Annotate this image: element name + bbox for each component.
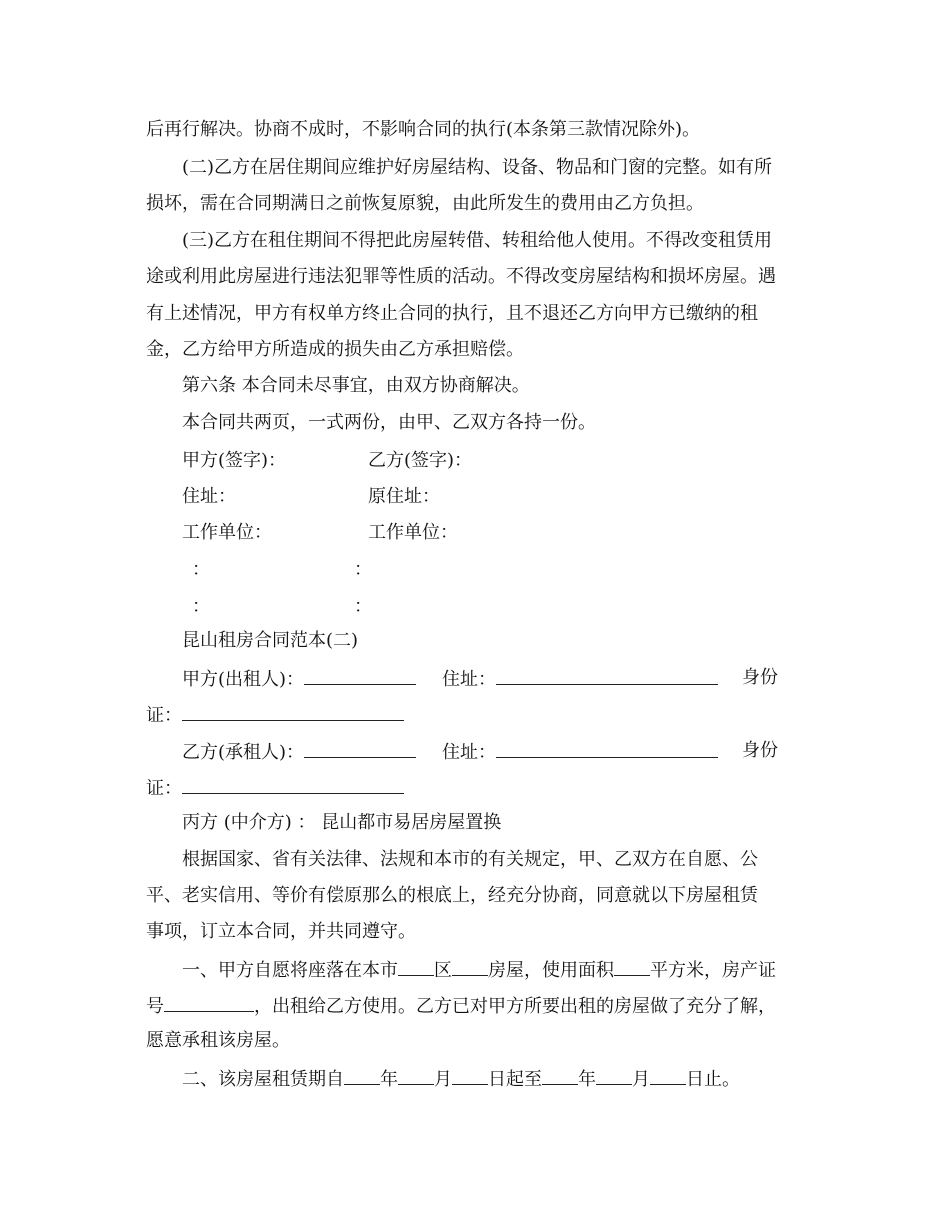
party-a-address [442,666,718,692]
paragraph-line: 有上述情况，甲方有权单方终止合同的执行，且不退还乙方向甲方已缴纳的租 [146,303,758,324]
section-title: 昆山租房合同范本(二) [182,630,359,651]
id-label: 证： [146,705,182,726]
clause-one-line [182,957,776,983]
paragraph-line: 途或利用此房屋进行违法犯罪等性质的活动。不得改变房屋结构和损坏房屋。遇 [146,266,776,287]
party-a-id-line [146,702,404,728]
certificate-number-blank [164,993,254,1012]
house-blank [452,957,488,976]
party-b-address [442,739,718,765]
party-b-line [182,739,416,765]
party-b-id-line [146,775,404,801]
clause-text: 房屋，使用面积 [488,960,614,981]
clause-text: 月 [434,1069,452,1090]
clause-text: 日止。 [686,1069,740,1090]
clause-text: 一、甲方自愿将座落在本市 [182,960,398,981]
party-a-workplace-label: 工作单位： [182,522,272,543]
party-b-signature-label: 乙方(签字)： [368,450,473,471]
paragraph-line: 事项，订立本合同，并共同遵守。 [146,921,416,942]
paragraph-line: 根据国家、省有关法律、法规和本市的有关规定，甲、乙双方在自愿、公 [182,849,758,870]
end-day-blank [650,1066,686,1085]
party-b-label: 乙方(承租人)： [182,742,305,763]
clause-one-line [146,993,776,1019]
address-label: 住址： [442,669,496,690]
end-month-blank [596,1066,632,1085]
party-a-name-blank [304,666,416,685]
clause-text: 号 [146,996,164,1017]
id-label: 身份 [742,740,778,761]
party-a-label: 甲方(出租人)： [182,669,305,690]
party-b-workplace-label: 工作单位： [368,522,458,543]
blank-label: ： [192,559,210,580]
party-b-address-label: 原住址： [368,486,440,507]
end-year-blank [542,1066,578,1085]
clause-text: ，出租给乙方使用。乙方已对甲方所要出租的房屋做了充分了解， [254,996,776,1017]
blank-label: ： [354,596,372,617]
address-blank [496,666,718,685]
party-a-line [182,666,416,692]
id-label: 身份 [742,667,778,688]
address-label: 住址： [442,742,496,763]
paragraph-line: 平、老实信用、等价有偿原那么的根底上，经充分协商，同意就以下房屋租赁 [146,885,758,906]
party-b-name-blank [304,739,416,758]
paragraph-line: 后再行解决。协商不成时，不影响合同的执行(本条第三款情况除外)。 [146,119,701,140]
blank-label: ： [192,596,210,617]
paragraph-line: (二)乙方在居住期间应维护好房屋结构、设备、物品和门窗的完整。如有所 [182,157,773,178]
district-blank [398,957,434,976]
paragraph-line: 金，乙方给甲方所造成的损失由乙方承担赔偿。 [146,339,524,360]
id-label: 证： [146,778,182,799]
start-month-blank [398,1066,434,1085]
paragraph-line: 损坏，需在合同期满日之前恢复原貌，由此所发生的费用由乙方负担。 [146,193,704,214]
copies-note: 本合同共两页，一式两份，由甲、乙双方各持一份。 [182,412,596,433]
blank-label: ： [354,559,372,580]
clause-two-line [182,1066,740,1092]
start-year-blank [344,1066,380,1085]
id-blank [182,702,404,721]
clause-text: 年 [380,1069,398,1090]
start-day-blank [452,1066,488,1085]
id-blank [182,775,404,794]
paragraph-line: 愿意承租该房屋。 [146,1030,290,1051]
address-blank [496,739,718,758]
clause-text: 平方米，房产证 [650,960,776,981]
party-a-address-label: 住址： [182,486,236,507]
clause-text: 二、该房屋租赁期自 [182,1069,344,1090]
clause-text: 月 [632,1069,650,1090]
paragraph-line: (三)乙方在租住期间不得把此房屋转借、转租给他人使用。不得改变租赁用 [182,230,773,251]
party-a-signature-label: 甲方(签字)： [182,450,287,471]
party-c-line: 丙方 (中介方) ： 昆山都市易居房屋置换 [182,812,502,833]
area-blank [614,957,650,976]
clause-text: 日起至 [488,1069,542,1090]
clause-six: 第六条 本合同未尽事宜，由双方协商解决。 [182,375,530,396]
clause-text: 年 [578,1069,596,1090]
clause-text: 区 [434,960,452,981]
